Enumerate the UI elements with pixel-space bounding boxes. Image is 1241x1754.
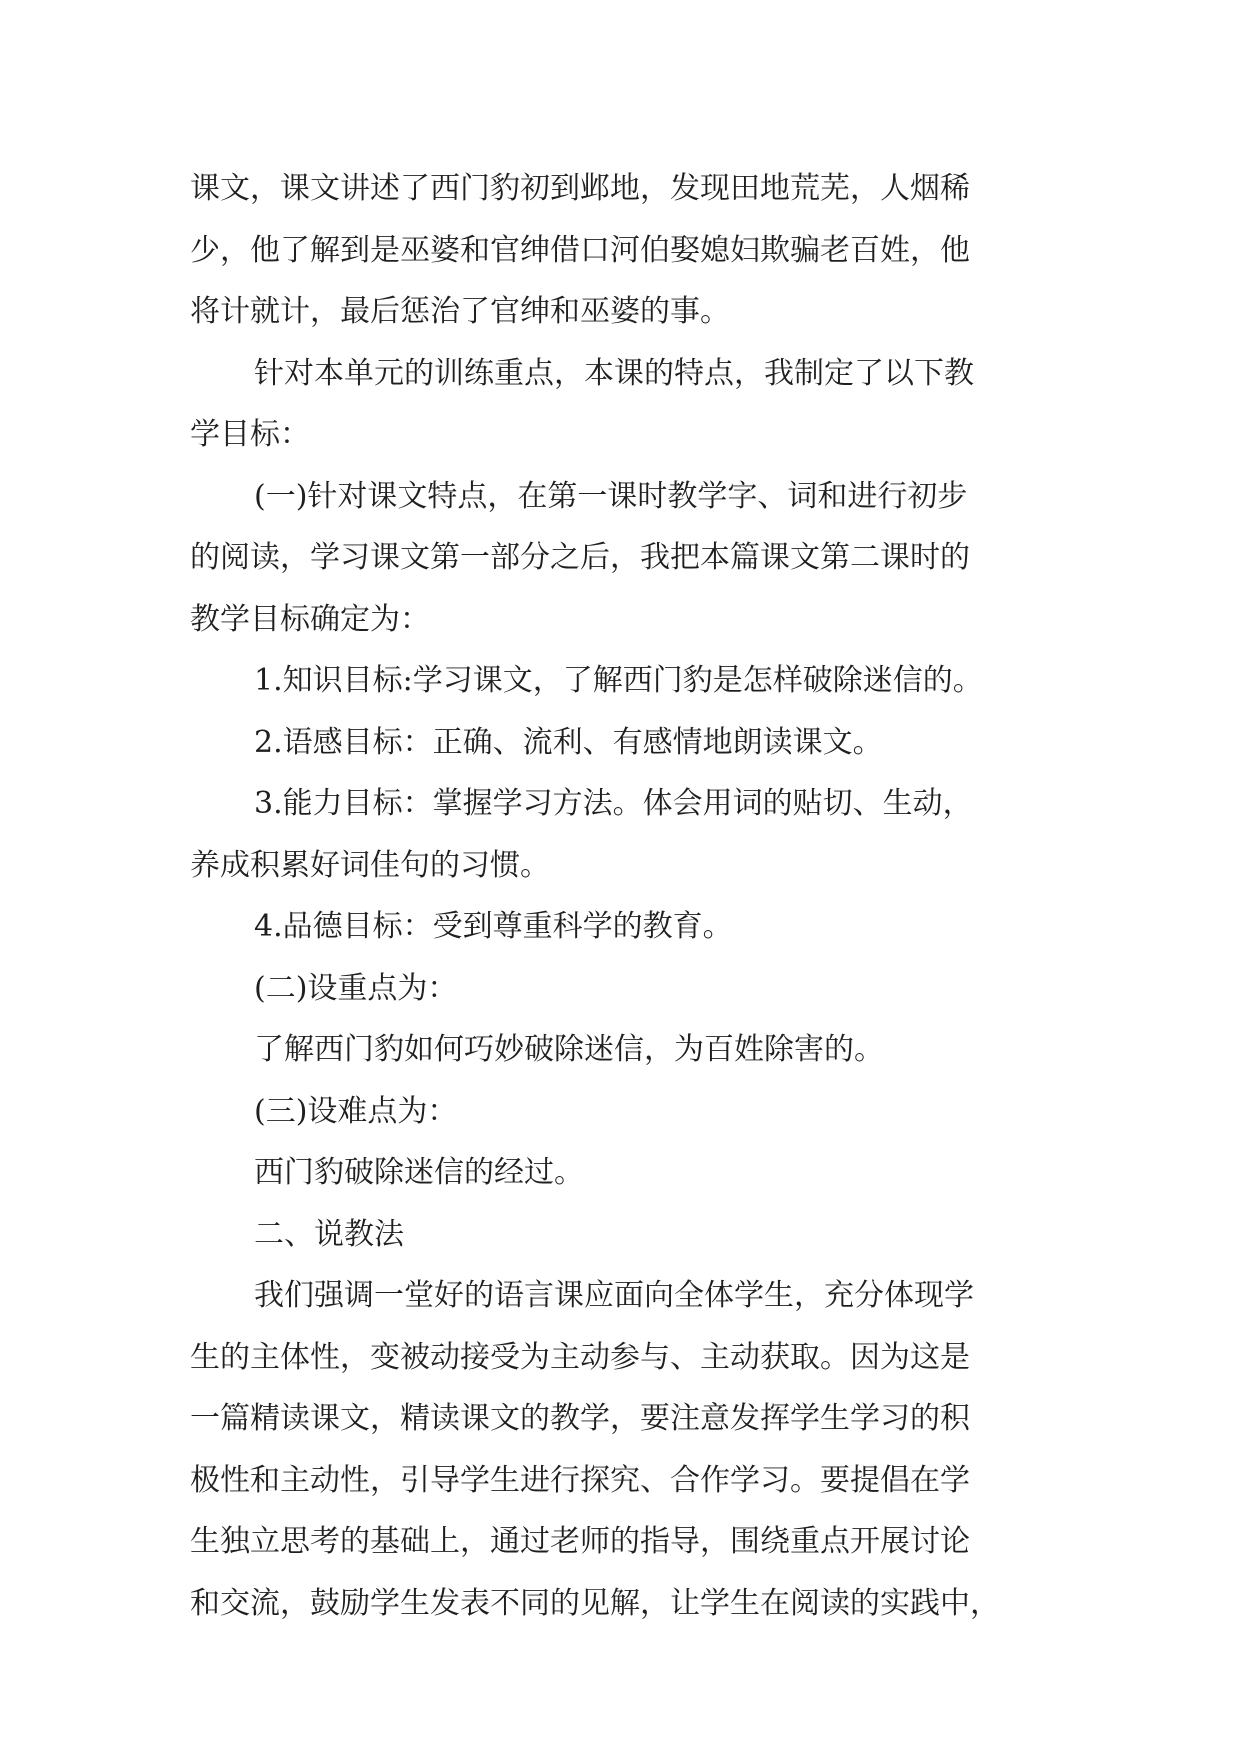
list-item-language-goal: 2.语感目标：正确、流利、有感情地朗读课文。 xyxy=(254,724,883,760)
list-item-knowledge-goal: 1.知识目标:学习课文，了解西门豹是怎样破除迷信的。 xyxy=(254,663,983,698)
difficulty-text-line: 西门豹破除迷信的经过。 xyxy=(254,1155,584,1190)
text-line: 少，他了解到是巫婆和官绅借口河伯娶媳妇欺骗老百姓，他 xyxy=(190,232,970,268)
text-line: 课文，课文讲述了西门豹初到邺地，发现田地荒芜，人烟稀 xyxy=(190,171,970,206)
focus-text-line: 了解西门豹如何巧妙破除迷信，为百姓除害的。 xyxy=(254,1032,884,1067)
section-heading-line: (一)针对课文特点，在第一课时教学字、词和进行初步 xyxy=(254,478,968,514)
text-line: 将计就计，最后惩治了官绅和巫婆的事。 xyxy=(190,294,730,329)
paragraph-start-line: 针对本单元的训练重点，本课的特点，我制定了以下教 xyxy=(254,355,974,391)
text-line: 和交流，鼓励学生发表不同的见解，让学生在阅读的实践中， xyxy=(190,1585,1000,1621)
text-line: 教学目标确定为： xyxy=(190,601,430,637)
section-heading-difficulty: (三)设难点为： xyxy=(254,1093,458,1129)
list-item-moral-goal: 4.品德目标：受到尊重科学的教育。 xyxy=(254,909,733,944)
text-line: 生独立思考的基础上，通过老师的指导，围绕重点开展讨论 xyxy=(190,1524,970,1559)
paragraph-start-line: 我们强调一堂好的语言课应面向全体学生，充分体现学 xyxy=(254,1278,974,1313)
document-body xyxy=(190,158,1050,1634)
text-line: 极性和主动性，引导学生进行探究、合作学习。要提倡在学 xyxy=(190,1462,970,1498)
text-line: 的阅读，学习课文第一部分之后，我把本篇课文第二课时的 xyxy=(190,540,970,575)
list-item-ability-goal: 3.能力目标：掌握学习方法。体会用词的贴切、生动， xyxy=(254,786,973,821)
text-line: 一篇精读课文，精读课文的教学，要注意发挥学生学习的积 xyxy=(190,1401,970,1436)
section-heading-focus: (二)设重点为： xyxy=(254,970,458,1006)
section-heading-teaching-method: 二、说教法 xyxy=(254,1216,404,1252)
text-line: 养成积累好词佳句的习惯。 xyxy=(190,847,550,883)
text-line: 学目标： xyxy=(190,417,310,452)
text-line: 生的主体性，变被动接受为主动参与、主动获取。因为这是 xyxy=(190,1339,970,1375)
